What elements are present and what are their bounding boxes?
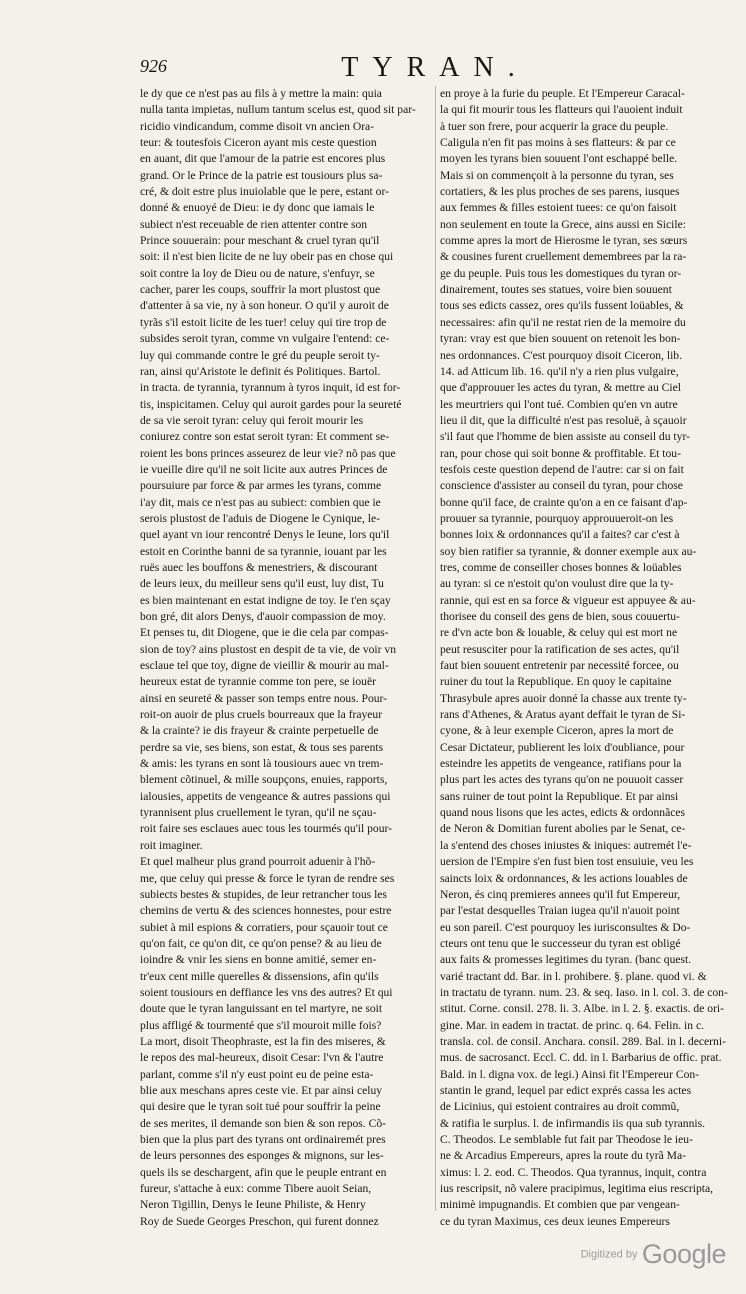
left-text-column [140, 86, 432, 1230]
text-line: Cesar Dictateur, publierent les loix d'oubliance, pour [440, 740, 685, 754]
text-line: aux faits & promesses legitimes du tyran. (banc quest. [440, 953, 692, 967]
text-line: in tractatu de tyrann. num. 23. & seq. Iaso. in l. col. 3. de con- [440, 985, 728, 999]
text-line: ioindre & vnir les siens en bonne amitié, semer en- [140, 953, 377, 967]
text-line: me, que celuy qui presse & force le tyran de rendre ses [140, 871, 395, 885]
text-line: stitut. Corne. consil. 278. li. 3. Albe. in l. 2. §. exactis. de ori- [440, 1002, 725, 1016]
text-line: perdre sa vie, ses biens, son estat, & tous ses parents [140, 740, 384, 754]
text-line: & cousines furent cruellement demembrees par la ra- [440, 250, 687, 264]
text-line: minimè impugnandis. Et combien que par vengean- [440, 1198, 680, 1212]
text-line: doute que le tyran languissant en tel martyre, ne soit [140, 1002, 383, 1016]
text-line: Neron Tigillin, Denys le Ieune Philiste, & Henry [140, 1198, 366, 1212]
text-line: soit contre la loy de Dieu ou de nature, s'enfuyr, se [140, 266, 375, 280]
text-line: eu son pareil. C'est pourquoy les iurisconsultes & Do- [440, 920, 691, 934]
text-line: non seulement en toute la Grece, ains aussi en Sicile: [440, 217, 686, 231]
text-line: re d'vn acte bon & louable, & celuy qui est mort ne [440, 626, 678, 640]
text-line: ius rescripsit, nõ valere pracipimus, legitima eius rescripta, [440, 1182, 714, 1196]
text-line: sion de toy? ains plustost en despit de ta vie, de voir vn [140, 642, 396, 656]
text-line: cré, & doit estre plus inuiolable que le pere, estant or- [140, 185, 389, 199]
text-line: tesfois ceste question depend de l'autre: car si on fait [440, 462, 684, 476]
text-line: blie aux meschans apres ceste vie. Et par ainsi celuy [140, 1083, 383, 1097]
text-line: nulla tanta impietas, nullum tantum scelus est, quod sit par- [140, 103, 416, 117]
text-line: ran, ainsi qu'Aristote le definit és Politiques. Bartol. [140, 364, 381, 378]
text-line: & ratifia le surplus. l. de infirmandis iis qua sub tyrannis. [440, 1116, 706, 1130]
text-line: tres, comme de conseiller choses bonnes & loüables [440, 560, 682, 574]
text-line: bon gré, dit alors Denys, d'auoir compassion de moy. [140, 610, 386, 623]
text-line: ran, pour chose qui soit bonne & proffitable. Et tou- [440, 446, 681, 460]
text-line: fureur, s'attache à eux: comme Tibere auoit Seian, [140, 1182, 372, 1196]
text-line: coniurez contre son estat seroit tyran: Et comment se- [140, 430, 390, 444]
text-line: de leurs personnes des esponges & mignons, sur les- [140, 1149, 384, 1163]
column-divider [435, 86, 436, 1211]
text-line: rans d'Athenes, & Aratus ayant deffait le tyran de Si- [440, 708, 686, 722]
text-line: La mort, disoit Theophraste, est la fin des miseres, & [140, 1034, 386, 1048]
text-line: teur: & toutesfois Ciceron ayant mis ceste question [140, 136, 377, 150]
running-head [140, 54, 730, 88]
text-line: grand. Or le Prince de la patrie est tousiours plus sa- [140, 168, 383, 182]
text-line: de leurs ieux, du meilleur sens qu'il eust, luy dist, Tu [140, 577, 384, 591]
text-line: lieu il dit, que la difficulté n'est pas resoluë, à sçauoir [440, 413, 687, 427]
text-line: chemins de vertu & des sciences honnestes, pour estre [140, 904, 392, 918]
watermark-prefix: Digitized by [580, 1248, 638, 1261]
text-line: en auant, dit que l'amour de la patrie est encores plus [140, 152, 386, 166]
text-line: tr'eux cent mille querelles & dissensions, afin qu'ils [140, 969, 379, 983]
text-line: varié tractant dd. Bar. in l. prohibere. §. plane. quod vi. & [440, 969, 707, 983]
text-line: soient tousiours en deffiance les vns des autres? Et qui [140, 985, 393, 999]
text-line: & amis: les tyrans en sont là tousiours auec vn trem- [140, 757, 384, 771]
text-line: quel ayant vn iour rencontré Denys le Ieune, lors qu'il [140, 528, 390, 542]
text-line: bonnes loix & ordonnances qu'il a faites? car c'est à [440, 528, 680, 542]
text-line: cacher, parer les coups, souffrir la mort plustost que [140, 283, 381, 297]
text-line: en proye à la furie du peuple. Et l'Empereur Caracal- [440, 87, 685, 100]
text-line: transla. col. de consil. Anchara. consil. 289. Bal. in l. decerni- [440, 1034, 726, 1048]
text-line: saincts loix & ordonnances, & les actions louables de [440, 871, 688, 885]
text-line: Et penses tu, dit Diogene, que ie die cela par compas- [140, 626, 389, 640]
text-line: heureux estat de tyrannie comme ton pere, se iouër [140, 675, 376, 689]
text-line: serois plustost de l'aduis de Diogene le Cynique, le- [140, 511, 381, 525]
text-line: moyen les tyrans bien souuent l'ont eschappé belle. [440, 152, 678, 166]
text-line: sans ruiner de tout point la Republique. Et par ainsi [440, 789, 679, 803]
text-line: de sa vie seroit tyran: celuy qui feroit mourir les [140, 413, 364, 427]
text-line: peut resusciter pour la ratification de ses actes, qu'il [440, 642, 680, 656]
text-line: faut bien souuent entretenir par necessité forcee, ou [440, 659, 679, 673]
text-line: soit: il n'est bien licite de ne luy obeir pas en chose qui [140, 250, 394, 264]
text-line: ainsi en seureté & passer son temps entre nous. Pour- [140, 691, 388, 705]
text-line: roit-on auoir de plus cruels bourreaux que la frayeur [140, 708, 383, 722]
text-line: Prince souuerain: pour meschant & cruel tyran qu'il [140, 234, 380, 248]
text-line: la qui fit mourir tous les flatteurs qui l'auoient induit [440, 103, 683, 117]
text-line: les meurtriers qui l'ont tué. Combien qu'en vn autre [440, 397, 678, 411]
text-line: tyrannisent plus cruellement le tyran, qu'il ne sçau- [140, 806, 377, 820]
text-line: nes ordonnances. C'est pourquoy disoit Ciceron, lib. [440, 348, 682, 362]
text-line: ne & Arcadius Empereurs, apres la route du tyrã Ma- [440, 1149, 686, 1163]
text-line: thorisee du conseil des gens de bien, sous couuertu- [440, 610, 680, 623]
text-line: ruës auec les bouffons & menestriers, & discourant [140, 560, 378, 574]
text-line: que d'approuuer les actes du tyran, & mettre au Ciel [440, 381, 681, 395]
text-line: uersion de l'Empire s'en fust bien tost ensuiuie, veu les [440, 855, 694, 869]
text-line: gine. Mar. in eadem in tractat. de princ. q. 64. Felin. in c. [440, 1018, 705, 1032]
text-line: de Neron & Domitian furent abolies par le Senat, ce- [440, 822, 686, 836]
text-line: ruiner du tout la Republique. En quoy le capitaine [440, 675, 672, 689]
text-line: tyrãs s'il estoit licite de les tuer! celuy qui tire trop de [140, 315, 387, 329]
text-line: subiect n'est receuable de rien attenter contre son [140, 217, 368, 231]
text-line: prouuer sa tyrannie, pourquoy approuueroit-on les [440, 511, 674, 525]
text-line: quels ils se deschargent, afin que le peuple entrant en [140, 1165, 387, 1179]
text-line: esclaue tel que toy, digne de vieillir & mourir au mal- [140, 659, 389, 673]
text-line: conscience d'assister au conseil du tyran, pour chose [440, 479, 683, 493]
text-line: ximus: l. 2. eod. C. Theodos. Qua tyrannus, inquit, contra [440, 1165, 707, 1179]
text-line: Et quel malheur plus grand pourroit aduenir à l'hõ- [140, 855, 376, 869]
text-line: par l'estat desquelles Traian iugea qu'il n'auoit point [440, 904, 680, 918]
text-line: dinairement, toutes ses statues, voire bien souuent [440, 283, 672, 297]
text-line: qui desire que le tyran soit tué pour souffrir la peine [140, 1100, 381, 1114]
text-line: s'il faut que l'homme de bien assiste au conseil du tyr- [440, 430, 690, 444]
text-line: cteurs ont tenu que le successeur du tyran est obligé [440, 936, 681, 950]
text-line: cortatiers, & les plus proches de ses parens, iusques [440, 185, 680, 199]
text-line: quand nous lisons que les actes, edicts & ordonnãces [440, 806, 686, 820]
page-number: 926 [140, 56, 167, 76]
text-line: soy bien ratifier sa tyrannie, & donner exemple aux au- [440, 544, 697, 558]
text-line: subiects bestes & stupides, de leur retrancher tous les [140, 887, 387, 901]
text-line: roit imaginer. [140, 838, 203, 852]
text-line: aux femmes & filles estoient tuees: ce qu'on faisoit [440, 201, 677, 215]
text-line: Mais si on commençoit à la personne du tyran, ses [440, 168, 674, 182]
text-line: Neron, és cinq premieres annees qu'il fut Empereur, [440, 887, 681, 901]
text-line: donné & enuoyé de Dieu: ie dy donc que iamais le [140, 201, 375, 215]
text-line: estoit en Corinthe banni de sa tyrannie, iouant par les [140, 544, 387, 558]
right-text-column [440, 86, 732, 1230]
text-line: roit faire ses esclaues auec tous les tourmés qu'il pour- [140, 822, 393, 836]
text-line: mus. de sacrosanct. Eccl. C. dd. in l. Barbarius de offic. prat. [440, 1051, 722, 1065]
text-line: de ses merites, il demande son bien & son repos. Cõ- [140, 1116, 386, 1130]
text-line: comme apres la mort de Hierosme le tyran, ses sœurs [440, 234, 688, 248]
text-line: esteindre les appetits de vengeance, ratifians pour la [440, 757, 682, 771]
text-line: Thrasybule apres auoir donné la chasse aux trente ty- [440, 691, 687, 705]
digitized-watermark [581, 1239, 726, 1270]
text-line: plus part les actes des tyrans qu'on ne pouuoit casser [440, 773, 684, 787]
text-line: subiet à mil espions & corratiers, pour sçauoir tout ce [140, 920, 388, 934]
text-line: qu'on fait, ce qu'on dit, ce qu'on pense? & au lieu de [140, 936, 382, 950]
text-line: tis, inspicitamen. Celuy qui auroit gardes pour la seureté [140, 397, 402, 411]
text-line: de Licinius, qui estoient contraires au droit commũ, [440, 1100, 680, 1114]
text-line: Roy de Suede Georges Preschon, qui furent donnez [140, 1214, 379, 1228]
text-line: ialousies, appetits de vengeance & autres passions qui [140, 789, 391, 803]
text-line: le dy que ce n'est pas au fils à y mettre la main: quia [140, 87, 382, 100]
text-line: la s'entend des choses iniustes & iniques: autremét l'e- [440, 838, 692, 852]
text-line: & la crainte? ie dis frayeur & crainte perpetuelle de [140, 724, 379, 738]
text-line: tyran: vray est que bien souuent on retenoit les bon- [440, 332, 681, 346]
text-line: au tyran: si ce n'estoit qu'on voulust dire que la ty- [440, 577, 674, 591]
text-line: blement cõtinuel, & mille soupçons, enuies, rapports, [140, 773, 388, 787]
text-line: i'ay dit, mais ce n'est pas au subiect: combien que ie [140, 495, 381, 509]
text-line: ce du tyran Maximus, ces deux ieunes Empereurs [440, 1214, 670, 1228]
text-line: le repos des mal-heureux, disoit Cesar: l'vn & l'autre [140, 1051, 384, 1065]
text-line: poursuiure par force & par armes les tyrans, comme [140, 479, 382, 493]
text-line: ricidio vindicandum, comme disoit vn ancien Ora- [140, 119, 375, 133]
text-line: es bien maintenant en estat indigne de toy. Ie t'en sçay [140, 593, 391, 607]
text-line: C. Theodos. Le semblable fut fait par Theodose le ieu- [440, 1133, 693, 1146]
text-line: 14. ad Atticum lib. 16. qu'il n'y a rien plus vulgaire, [440, 364, 679, 378]
text-line: Bald. in l. digna vox. de legi.) Ainsi fit l'Empereur Con- [440, 1067, 700, 1081]
text-line: necessaires: afin qu'il ne restat rien de la memoire du [440, 315, 686, 329]
text-line: luy qui commande contre le gré du peuple seroit ty- [140, 348, 380, 362]
text-line: rannie, qui est en sa force & vigueur est appuyee & au- [440, 593, 696, 607]
text-line: bonne qu'il face, de crainte qu'on a en ce faisant d'ap- [440, 495, 688, 509]
text-line: subsides seroit tyran, comme vn vulgaire l'entend: ce- [140, 332, 390, 346]
text-line: stantin le grand, lequel par edict exprés cassa les actes [440, 1083, 692, 1097]
text-line: ge du peuple. Puis tous les domestiques du tyran or- [440, 266, 682, 280]
text-line: cyone, & à leur exemple Ciceron, apres la mort de [440, 724, 674, 738]
text-line: à tuer son frere, pour acquerir la grace du peuple. [440, 119, 669, 133]
text-line: in tracta. de tyrannia, tyrannum à tyros inquit, id est for- [140, 381, 401, 395]
text-line: ie vueille dire qu'il ne soit licite aux autres Princes de [140, 462, 388, 476]
text-line: Caligula n'en fit pas moins à ses flatteurs: & par ce [440, 136, 676, 150]
text-line: parlant, comme s'il n'y eust point eu de peine esta- [140, 1067, 374, 1081]
text-line: roient les bons princes asseurez de leur vie? nõ pas que [140, 446, 396, 460]
text-line: d'attenter à sa vie, ny à son honeur. O qu'il y auroit de [140, 299, 389, 313]
text-line: bien que la plus part des tyrans ont ordinairemét pres [140, 1133, 386, 1146]
google-logo: Google [641, 1239, 726, 1269]
text-line: tous ses edicts cassez, ores qu'ils fussent loüables, & [440, 299, 684, 313]
text-line: plus affligé & tourmenté que s'il mouroit mille fois? [140, 1018, 382, 1032]
running-title: TYRAN. [341, 52, 529, 83]
